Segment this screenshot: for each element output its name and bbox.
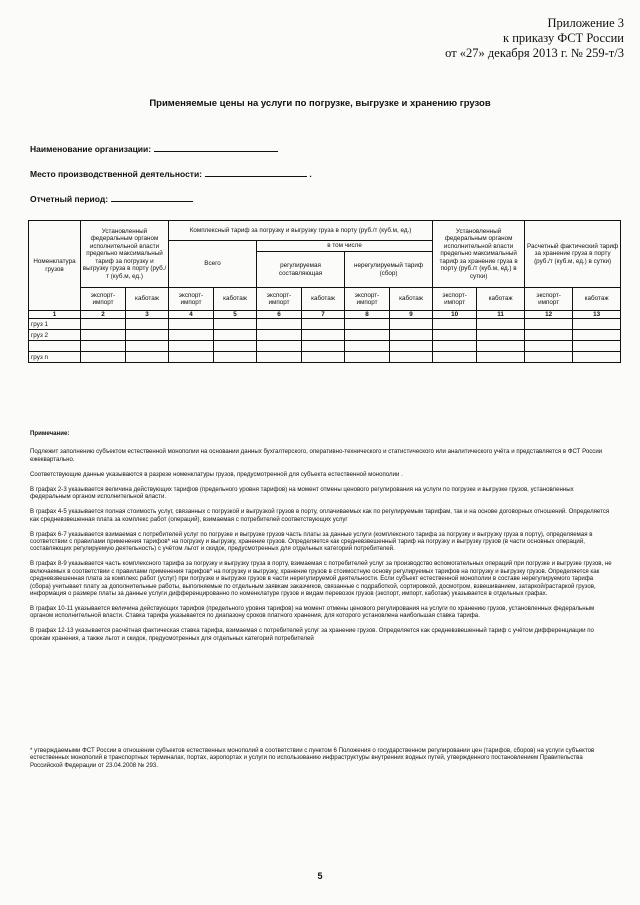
notes-section: [30, 430, 612, 650]
data-cell[interactable]: [214, 352, 257, 363]
order-date-number: от «27» декабря 2013 г. № 259-т/3: [445, 46, 624, 60]
data-cell[interactable]: [573, 352, 621, 363]
column-numbers-row: [29, 311, 621, 319]
data-cell[interactable]: [390, 352, 433, 363]
sub-export-import: экспорт-импорт: [81, 288, 126, 311]
location-blank[interactable]: [205, 167, 307, 177]
column-number: 8: [345, 311, 390, 319]
data-cell[interactable]: [477, 352, 525, 363]
location-label: Место производственной деятельности:: [30, 169, 203, 179]
column-number: 6: [257, 311, 302, 319]
page-number: 5: [317, 871, 323, 881]
column-number: 7: [302, 311, 345, 319]
data-cell[interactable]: [302, 330, 345, 341]
data-cell[interactable]: [390, 330, 433, 341]
header-max-storage-tariff: Установленный федеральным органом исполнительной власти предельно максимальный тариф за хранение груза в порту (руб./т (куб.м, ед.) в сутки): [433, 221, 525, 288]
data-cell[interactable]: [345, 319, 390, 330]
appendix-number: Приложение 3: [547, 16, 624, 30]
sub-export-import: экспорт-импорт: [345, 288, 390, 311]
appendix-header: [374, 16, 624, 61]
data-cell[interactable]: [525, 352, 573, 363]
data-cell[interactable]: [257, 319, 302, 330]
data-cell[interactable]: [525, 330, 573, 341]
note-paragraph: В графах 8-9 указывается часть комплексного тарифа за погрузку и выгрузку груза в порту, взимаемая с потребителей услуг за производство вспомогательных операций при погрузке и выгрузке грузов, не включаемых в соответствии с правилами применения тарифов* на погрузку и выгрузку, хранение грузов в стоимостную основу регулируемых тарифов на погрузку и выгрузку грузов. Определяется как средневзвешенная плата за комплекс работ (услуг) при погрузке и выгрузке грузов в части нерегулируемой деятельности. Если субъект естественной монополии в составе нерегулируемого тарифа (сбора) учитывает плату за дополнительные работы, выполняемые по отдельным заявкам заказчиков, связанные с подработкой, сортировкой, досмотром, взвешиванием, затаркой/растаркой грузов, информация о размере платы за данные услуги дифференцированно по номенклатуре грузов и видам перевозок грузов (экспорт, импорт, каботаж) указывается в отдельных графах.: [30, 560, 612, 598]
note-paragraph: В графах 10-11 указывается величина действующих тарифов (предельного уровня тарифов) на момент отмены ценового регулирования на услуги по хранению грузов, установленных федеральным органом исполнительной власти. Ставка тарифа указывается по диапазону сроков платного хранения, для которого установлена наибольшая ставка тарифа.: [30, 605, 595, 620]
data-cell[interactable]: [169, 352, 214, 363]
data-cell[interactable]: [573, 330, 621, 341]
data-cell[interactable]: [257, 330, 302, 341]
organization-fields: [30, 142, 312, 217]
data-cell[interactable]: [169, 330, 214, 341]
data-cell[interactable]: [169, 319, 214, 330]
note-paragraph: В графах 2-3 указывается величина действующих тарифов (предельного уровня тарифов) на момент отмены ценового регулирования на услуги по погрузке и выгрузке грузов, установленных федеральным органом исполнительной власти.: [30, 485, 574, 501]
header-total: Всего: [169, 241, 257, 288]
data-cell[interactable]: [214, 319, 257, 330]
note-paragraph: В графах 12-13 указывается расчётная фактическая ставка тарифа, взимаемая с потребителей услуг за хранение грузов. Определяется как средневзвешенный тариф с учётом дифференциации по срокам хранения, а также льгот и скидок, предусмотренных для отдельных категорий потребителей: [30, 627, 594, 642]
header-unregulated: нерегулируемый тариф (сбор): [345, 252, 433, 288]
column-number: 1: [29, 311, 81, 319]
column-number: 10: [433, 311, 477, 319]
data-cell[interactable]: [477, 341, 525, 352]
period-label: Отчетный период:: [30, 194, 109, 204]
cargo-label: [29, 341, 81, 352]
org-name-label: Наименование организации:: [30, 144, 152, 154]
column-number: 3: [126, 311, 169, 319]
note-paragraph: Подлежит заполнению субъектом естественной монополии на основании данных бухгалтерского, оперативно-технического и статистического или аналитического учёта и представляется в ФСТ России ежеквартально.: [30, 448, 603, 463]
header-regulated: регулируемая составляющая: [257, 252, 345, 288]
table-row: [29, 352, 621, 363]
data-cell[interactable]: [126, 341, 169, 352]
data-cell[interactable]: [477, 319, 525, 330]
note-paragraph: Соответствующие данные указываются в разрезе номенклатуры грузов, предусмотренной для субъекта естественной монополии .: [30, 470, 403, 478]
period-blank[interactable]: [111, 192, 193, 202]
tariff-table: [28, 220, 621, 363]
data-cell[interactable]: [345, 330, 390, 341]
data-cell[interactable]: [390, 319, 433, 330]
data-cell[interactable]: [573, 341, 621, 352]
data-cell[interactable]: [345, 341, 390, 352]
data-cell[interactable]: [257, 341, 302, 352]
column-number: 5: [214, 311, 257, 319]
data-cell[interactable]: [525, 341, 573, 352]
period-field: [30, 192, 312, 217]
sub-export-import: экспорт-импорт: [257, 288, 302, 311]
data-cell[interactable]: [126, 352, 169, 363]
data-cell[interactable]: [81, 341, 126, 352]
column-number: 2: [81, 311, 126, 319]
data-cell[interactable]: [169, 341, 214, 352]
data-cell[interactable]: [257, 352, 302, 363]
footnote: * утверждаемыми ФСТ России в отношении субъектов естественных монополий в соответствии с пунктом 6 Положения о государственном регулировании цен (тарифов, сборов) на услуги субъектов естественных монополий в транспортных терминалах, портах, аэропортах и услуги по использованию инфраструктуры внутренних водных путей, утвержденного постановлением Правительства Российской Федерации от 23.04.2008 № 293.: [30, 747, 595, 769]
note-paragraph: В графах 6-7 указывается взимаемая с потребителей услуг по погрузке и выгрузке грузов часть платы за данные услуги (комплексного тарифа за погрузку и выгрузку груза в порту), определяемая в соответствии с правилами применения тарифов* на погрузку и выгрузку, хранение грузов. Определяется как средневзвешенный тариф на погрузку и выгрузку грузов (в части основных операций, составляющих регулируемую деятельность) с учётом льгот и скидок, предусмотренных для отдельных категорий потребителей.: [30, 530, 593, 553]
data-cell[interactable]: [81, 319, 126, 330]
sub-cabotage: каботаж: [477, 288, 525, 311]
data-cell[interactable]: [433, 352, 477, 363]
org-name-field: [30, 142, 312, 167]
sub-export-import: экспорт-импорт: [433, 288, 477, 311]
header-nomenclature: Номенклатура грузов: [29, 221, 81, 311]
header-storage-tariff: Расчетный фактический тариф за хранение груза в порту (руб./т (куб.м, ед.) в сутки): [525, 221, 621, 288]
column-number: 4: [169, 311, 214, 319]
data-cell[interactable]: [525, 319, 573, 330]
column-number: 13: [573, 311, 621, 319]
org-name-blank[interactable]: [154, 142, 278, 152]
cargo-label: груз 1: [29, 319, 81, 330]
note-paragraph: В графах 4-5 указывается полная стоимость услуг, связанных с погрузкой и выгрузкой грузов в порту, оплачиваемых как по регулируемым тарифам, так и на основе договорных отношений. Определяется как средневзвешенная плата за комплекс работ (операций), взимаемая с потребителей соответствующих услуг: [30, 508, 610, 523]
data-cell[interactable]: [81, 330, 126, 341]
data-cell[interactable]: [126, 330, 169, 341]
data-cell[interactable]: [573, 319, 621, 330]
data-cell[interactable]: [390, 341, 433, 352]
sub-cabotage: каботаж: [573, 288, 621, 311]
document-title: Применяемые цены на услуги по погрузке, выгрузке и хранению грузов: [149, 98, 491, 109]
sub-cabotage: каботаж: [302, 288, 345, 311]
data-cell[interactable]: [81, 352, 126, 363]
header-complex-tariff: Комплексный тариф за погрузку и выгрузку груза в порту (руб./т (куб.м, ед.): [169, 221, 433, 241]
column-number: 9: [390, 311, 433, 319]
table-row: [29, 330, 621, 341]
sub-export-import: экспорт-импорт: [169, 288, 214, 311]
data-cell[interactable]: [302, 319, 345, 330]
column-number: 11: [477, 311, 525, 319]
table-row: [29, 341, 621, 352]
notes-title: Примечание:: [30, 430, 70, 437]
sub-cabotage: каботаж: [126, 288, 169, 311]
cargo-label: груз 2: [29, 330, 81, 341]
data-cell[interactable]: [477, 330, 525, 341]
data-cell[interactable]: [302, 352, 345, 363]
sub-cabotage: каботаж: [214, 288, 257, 311]
data-cell[interactable]: [214, 330, 257, 341]
data-cell[interactable]: [433, 341, 477, 352]
data-cell[interactable]: [302, 341, 345, 352]
header-including: в том числе: [257, 241, 433, 252]
data-cell[interactable]: [433, 319, 477, 330]
sub-export-import: экспорт-импорт: [525, 288, 573, 311]
data-cell[interactable]: [345, 352, 390, 363]
data-cell[interactable]: [126, 319, 169, 330]
location-field: Место производственной деятельности: .: [30, 169, 312, 179]
cargo-label: груз n: [29, 352, 81, 363]
data-cell[interactable]: [214, 341, 257, 352]
column-number: 12: [525, 311, 573, 319]
table-row: [29, 319, 621, 330]
header-max-load-tariff: Установленный федеральным органом исполнительной власти предельно максимальный тариф за погрузку и выгрузку груза в порту (руб./т (куб.м, ед.): [81, 221, 169, 288]
data-cell[interactable]: [433, 330, 477, 341]
order-reference: к приказу ФСТ России: [503, 31, 624, 45]
sub-cabotage: каботаж: [390, 288, 433, 311]
